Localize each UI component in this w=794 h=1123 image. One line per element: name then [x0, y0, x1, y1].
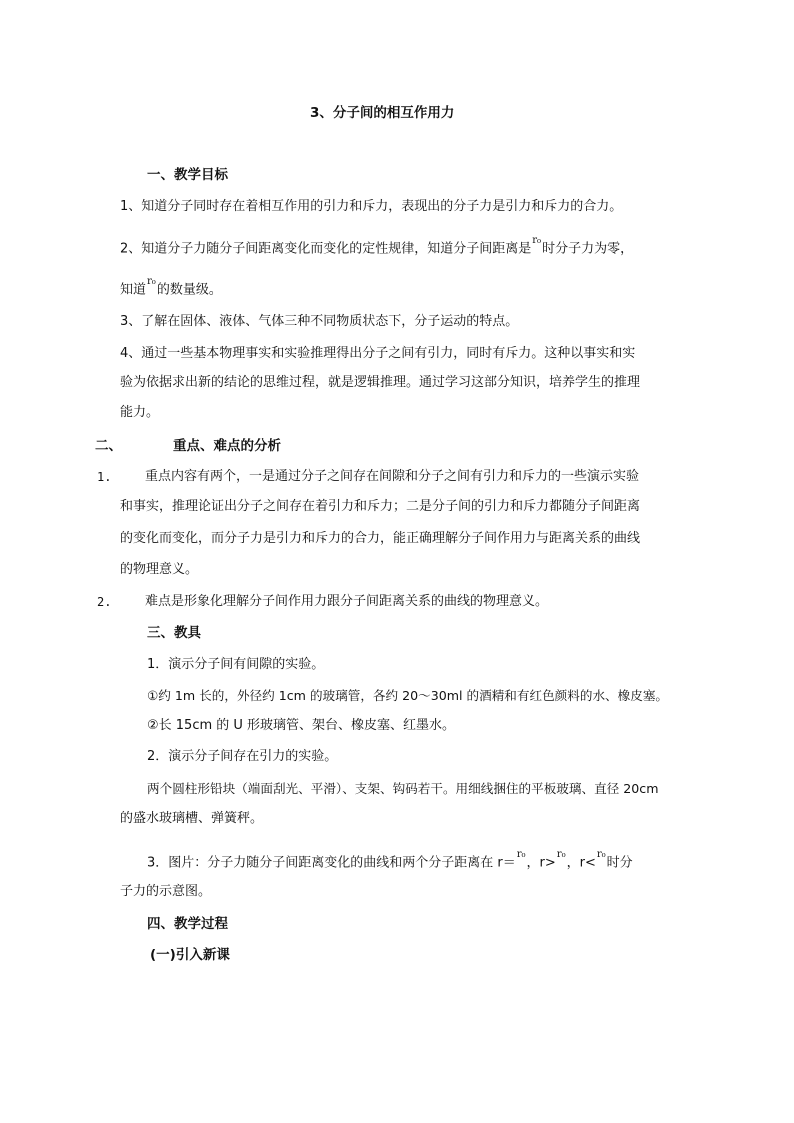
objective-2-text-b: 时分子力为零， — [542, 241, 634, 257]
equipment-2a-line2: 的盛水玻璃槽、弹簧秤。 — [120, 811, 264, 826]
objective-2-text-a: 2、知道分子力随分子间距离变化而变化的定性规律，知道分子间距离是 — [120, 241, 532, 257]
section-heading-equipment: 三、教具 — [147, 625, 201, 641]
list-number-1: 1. — [97, 470, 112, 484]
objective-1: 1、知道分子同时存在着相互作用的引力和斥力，表现出的分子力是引力和斥力的合力。 — [120, 199, 623, 214]
keypoint-1-line4: 的物理意义。 — [120, 562, 199, 577]
r0-symbol: r₀ — [532, 235, 542, 246]
objective-4-line1: 4、通过一些基本物理事实和实验推理得出分子之间有引力，同时有斥力。这种以事实和实 — [120, 346, 636, 361]
objective-2-text-d: 的数量级。 — [156, 282, 222, 298]
equipment-1b: ②长 15cm 的 U 形玻璃管、架台、橡皮塞、红墨水。 — [147, 718, 456, 733]
equipment-3-text-b: ，r> — [526, 855, 556, 871]
equipment-3-text-d: 时分 — [606, 855, 633, 871]
equipment-1a: ①约 1m 长的，外径约 1cm 的玻璃管，各约 20～30ml 的酒精和有红色颜料的水、橡皮塞。 — [147, 688, 669, 703]
section-heading-keypoints: 重点、难点的分析 — [173, 438, 281, 454]
equipment-3-line1 — [147, 850, 633, 872]
subsection-heading-intro: (一)引入新课 — [150, 947, 230, 963]
r0-symbol: r₀ — [556, 849, 566, 860]
section-heading-objectives: 一、教学目标 — [147, 167, 228, 183]
keypoint-2-line1: 难点是形象化理解分子间作用力跟分子间距离关系的曲线的物理意义。 — [145, 594, 549, 609]
r0-symbol: r₀ — [596, 849, 606, 860]
equipment-3-line2: 子力的示意图。 — [120, 884, 212, 899]
section-number-2: 二、 — [95, 438, 122, 454]
objective-3: 3、了解在固体、液体、气体三种不同物质状态下，分子运动的特点。 — [120, 314, 519, 329]
keypoint-1-line3: 的变化而变化，而分子力是引力和斥力的合力，能正确理解分子间作用力与距离关系的曲线 — [120, 531, 641, 546]
keypoint-1-line2: 和事实，推理论证出分子之间存在着引力和斥力；二是分子间的引力和斥力都随分子间距离 — [120, 499, 641, 514]
equipment-3-text-a: 3．图片：分子力随分子间距离变化的曲线和两个分子距离在 r＝ — [147, 855, 516, 871]
r0-symbol: r₀ — [516, 849, 526, 860]
objective-2-text-c: 知道 — [120, 282, 147, 298]
objective-2-line1 — [120, 236, 633, 258]
objective-4-line3: 能力。 — [120, 405, 160, 420]
list-number-2: 2. — [97, 595, 112, 609]
objective-2-line2 — [120, 277, 222, 299]
section-heading-process: 四、教学过程 — [147, 916, 228, 932]
r0-symbol: r₀ — [147, 276, 156, 287]
equipment-1: 1．演示分子间有间隙的实验。 — [147, 657, 325, 672]
keypoint-1-line1: 重点内容有两个，一是通过分子之间存在间隙和分子之间有引力和斥力的一些演示实验 — [145, 469, 640, 484]
page-title: 3、分子间的相互作用力 — [310, 105, 455, 121]
equipment-2a-line1: 两个圆柱形铅块（端面刮光、平滑）、支架、钩码若干。用细线捆住的平板玻璃、直径 20cm — [147, 781, 659, 796]
equipment-3-text-c: ，r< — [566, 855, 596, 871]
objective-4-line2: 验为依据求出新的结论的思维过程，就是逻辑推理。通过学习这部分知识，培养学生的推理 — [120, 375, 641, 390]
equipment-2: 2．演示分子间存在引力的实验。 — [147, 749, 338, 764]
